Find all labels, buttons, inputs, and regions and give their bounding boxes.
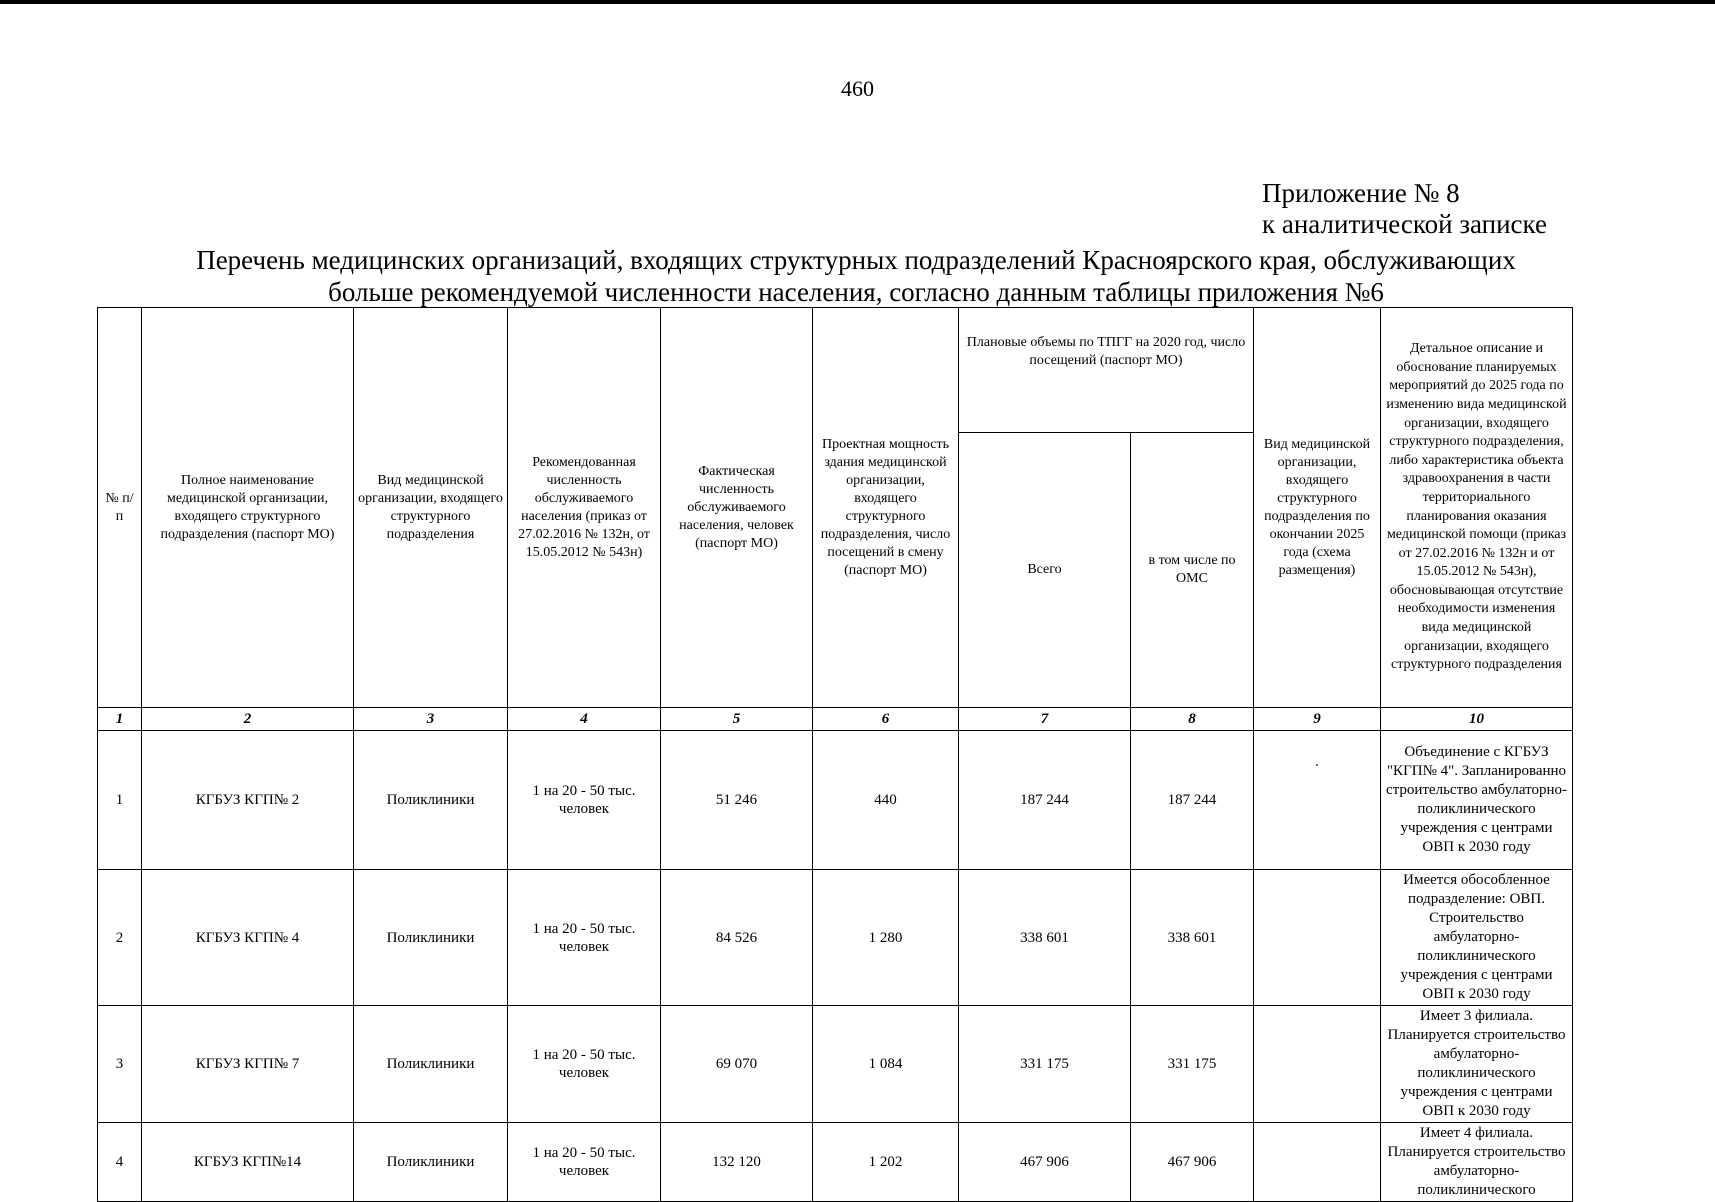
colnum-9: 9 bbox=[1254, 708, 1381, 731]
row-recommended: 1 на 20 - 50 тыс. человек bbox=[508, 1006, 661, 1123]
document-title bbox=[96, 244, 1616, 308]
appendix-line-2: к аналитической записке bbox=[1262, 209, 1547, 239]
column-numbers-row bbox=[98, 708, 1573, 731]
row-planned-oms: 331 175 bbox=[1131, 1006, 1254, 1123]
row-name: КГБУЗ КГП№14 bbox=[142, 1123, 354, 1202]
colnum-1: 1 bbox=[98, 708, 142, 731]
row-capacity: 1 280 bbox=[813, 870, 959, 1006]
header-row-1 bbox=[98, 308, 1573, 433]
header-planned-group: Плановые объемы по ТПГГ на 2020 год, число посещений (паспорт МО) bbox=[959, 308, 1254, 433]
header-num: № п/п bbox=[98, 308, 142, 708]
row-type: Поликлиники bbox=[354, 870, 508, 1006]
colnum-3: 3 bbox=[354, 708, 508, 731]
header-planned-total: Всего bbox=[959, 433, 1131, 708]
row-type: Поликлиники bbox=[354, 731, 508, 870]
row-type-2025 bbox=[1254, 870, 1381, 1006]
row-type: Поликлиники bbox=[354, 1123, 508, 1202]
colnum-2: 2 bbox=[142, 708, 354, 731]
header-recommended: Рекомендованная численность обслуживаемого населения (приказ от 27.02.2016 № 132н, от 15.05.2012 № 543н) bbox=[508, 308, 661, 708]
header-actual: Фактическая численность обслуживаемого населения, человек (паспорт МО) bbox=[661, 308, 813, 708]
row-actual: 51 246 bbox=[661, 731, 813, 870]
scan-top-edge bbox=[0, 0, 1715, 4]
row-recommended: 1 на 20 - 50 тыс. человек bbox=[508, 731, 661, 870]
colnum-6: 6 bbox=[813, 708, 959, 731]
row-num: 1 bbox=[98, 731, 142, 870]
colnum-8: 8 bbox=[1131, 708, 1254, 731]
row-capacity: 440 bbox=[813, 731, 959, 870]
colnum-7: 7 bbox=[959, 708, 1131, 731]
header-name: Полное наименование медицинской организации, входящего структурного подразделения (паспорт МО) bbox=[142, 308, 354, 708]
header-type-2025: Вид медицинской организации, входящего структурного подразделения по окончании 2025 года (схема размещения) bbox=[1254, 308, 1381, 708]
row-type-2025 bbox=[1254, 1123, 1381, 1202]
header-planned-oms: в том числе по ОМС bbox=[1131, 433, 1254, 708]
row-description: Объединение с КГБУЗ "КГП№ 4". Запланированно строительство амбулаторно-поликлинического учреждения с центрами ОВП к 2030 году bbox=[1381, 731, 1573, 870]
row-description: Имеет 3 филиала. Планируется строительство амбулаторно-поликлинического учреждения с центрами ОВП к 2030 году bbox=[1381, 1006, 1573, 1123]
appendix-line-1: Приложение № 8 bbox=[1262, 178, 1460, 208]
row-type-2025: · bbox=[1254, 731, 1381, 870]
row-description: Имеется обособленное подразделение: ОВП. Строительство амбулаторно-поликлинического учреждения с центрами ОВП к 2030 году bbox=[1381, 870, 1573, 1006]
page-number: 460 bbox=[841, 76, 874, 101]
header-type: Вид медицинской организации, входящего структурного подразделения bbox=[354, 308, 508, 708]
row-type-2025 bbox=[1254, 1006, 1381, 1123]
row-num: 3 bbox=[98, 1006, 142, 1123]
title-line-2: больше рекомендуемой численности населения, согласно данным таблицы приложения №6 bbox=[328, 277, 1384, 307]
row-name: КГБУЗ КГП№ 7 bbox=[142, 1006, 354, 1123]
row-planned-total: 187 244 bbox=[959, 731, 1131, 870]
table-row bbox=[98, 1006, 1573, 1123]
table-row bbox=[98, 870, 1573, 1006]
row-planned-total: 331 175 bbox=[959, 1006, 1131, 1123]
row-capacity: 1 084 bbox=[813, 1006, 959, 1123]
row-planned-oms: 338 601 bbox=[1131, 870, 1254, 1006]
row-num: 4 bbox=[98, 1123, 142, 1202]
row-num: 2 bbox=[98, 870, 142, 1006]
row-description: Имеет 4 филиала. Планируется строительство амбулаторно-поликлинического bbox=[1381, 1123, 1573, 1202]
colnum-5: 5 bbox=[661, 708, 813, 731]
row-recommended: 1 на 20 - 50 тыс. человек bbox=[508, 870, 661, 1006]
row-planned-oms: 467 906 bbox=[1131, 1123, 1254, 1202]
row-actual: 132 120 bbox=[661, 1123, 813, 1202]
row-name: КГБУЗ КГП№ 2 bbox=[142, 731, 354, 870]
row-type: Поликлиники bbox=[354, 1006, 508, 1123]
table-row bbox=[98, 1123, 1573, 1202]
organizations-table bbox=[97, 307, 1573, 1202]
appendix-label bbox=[1262, 178, 1547, 240]
header-capacity: Проектная мощность здания медицинской организации, входящего структурного подразделения, число посещений в смену (паспорт МО) bbox=[813, 308, 959, 708]
row-actual: 69 070 bbox=[661, 1006, 813, 1123]
row-recommended: 1 на 20 - 50 тыс. человек bbox=[508, 1123, 661, 1202]
row-actual: 84 526 bbox=[661, 870, 813, 1006]
colnum-4: 4 bbox=[508, 708, 661, 731]
header-description: Детальное описание и обоснование планируемых мероприятий до 2025 года по изменению вида медицинской организации, входящего структурного подразделения, либо характеристика объекта здравоохранения в части территориального планирования оказания медицинской помощи (приказ от 27.02.2016 № 132н и от 15.05.2012 № 543н), обосновывающая отсутствие необходимости изменения вида медицинской организации, входящего структурного подразделения bbox=[1381, 308, 1573, 708]
row-name: КГБУЗ КГП№ 4 bbox=[142, 870, 354, 1006]
row-capacity: 1 202 bbox=[813, 1123, 959, 1202]
row-planned-oms: 187 244 bbox=[1131, 731, 1254, 870]
title-line-1: Перечень медицинских организаций, входящих структурных подразделений Красноярского края, обслуживающих bbox=[196, 245, 1516, 275]
row-planned-total: 467 906 bbox=[959, 1123, 1131, 1202]
row-planned-total: 338 601 bbox=[959, 870, 1131, 1006]
colnum-10: 10 bbox=[1381, 708, 1573, 731]
table-row bbox=[98, 731, 1573, 870]
